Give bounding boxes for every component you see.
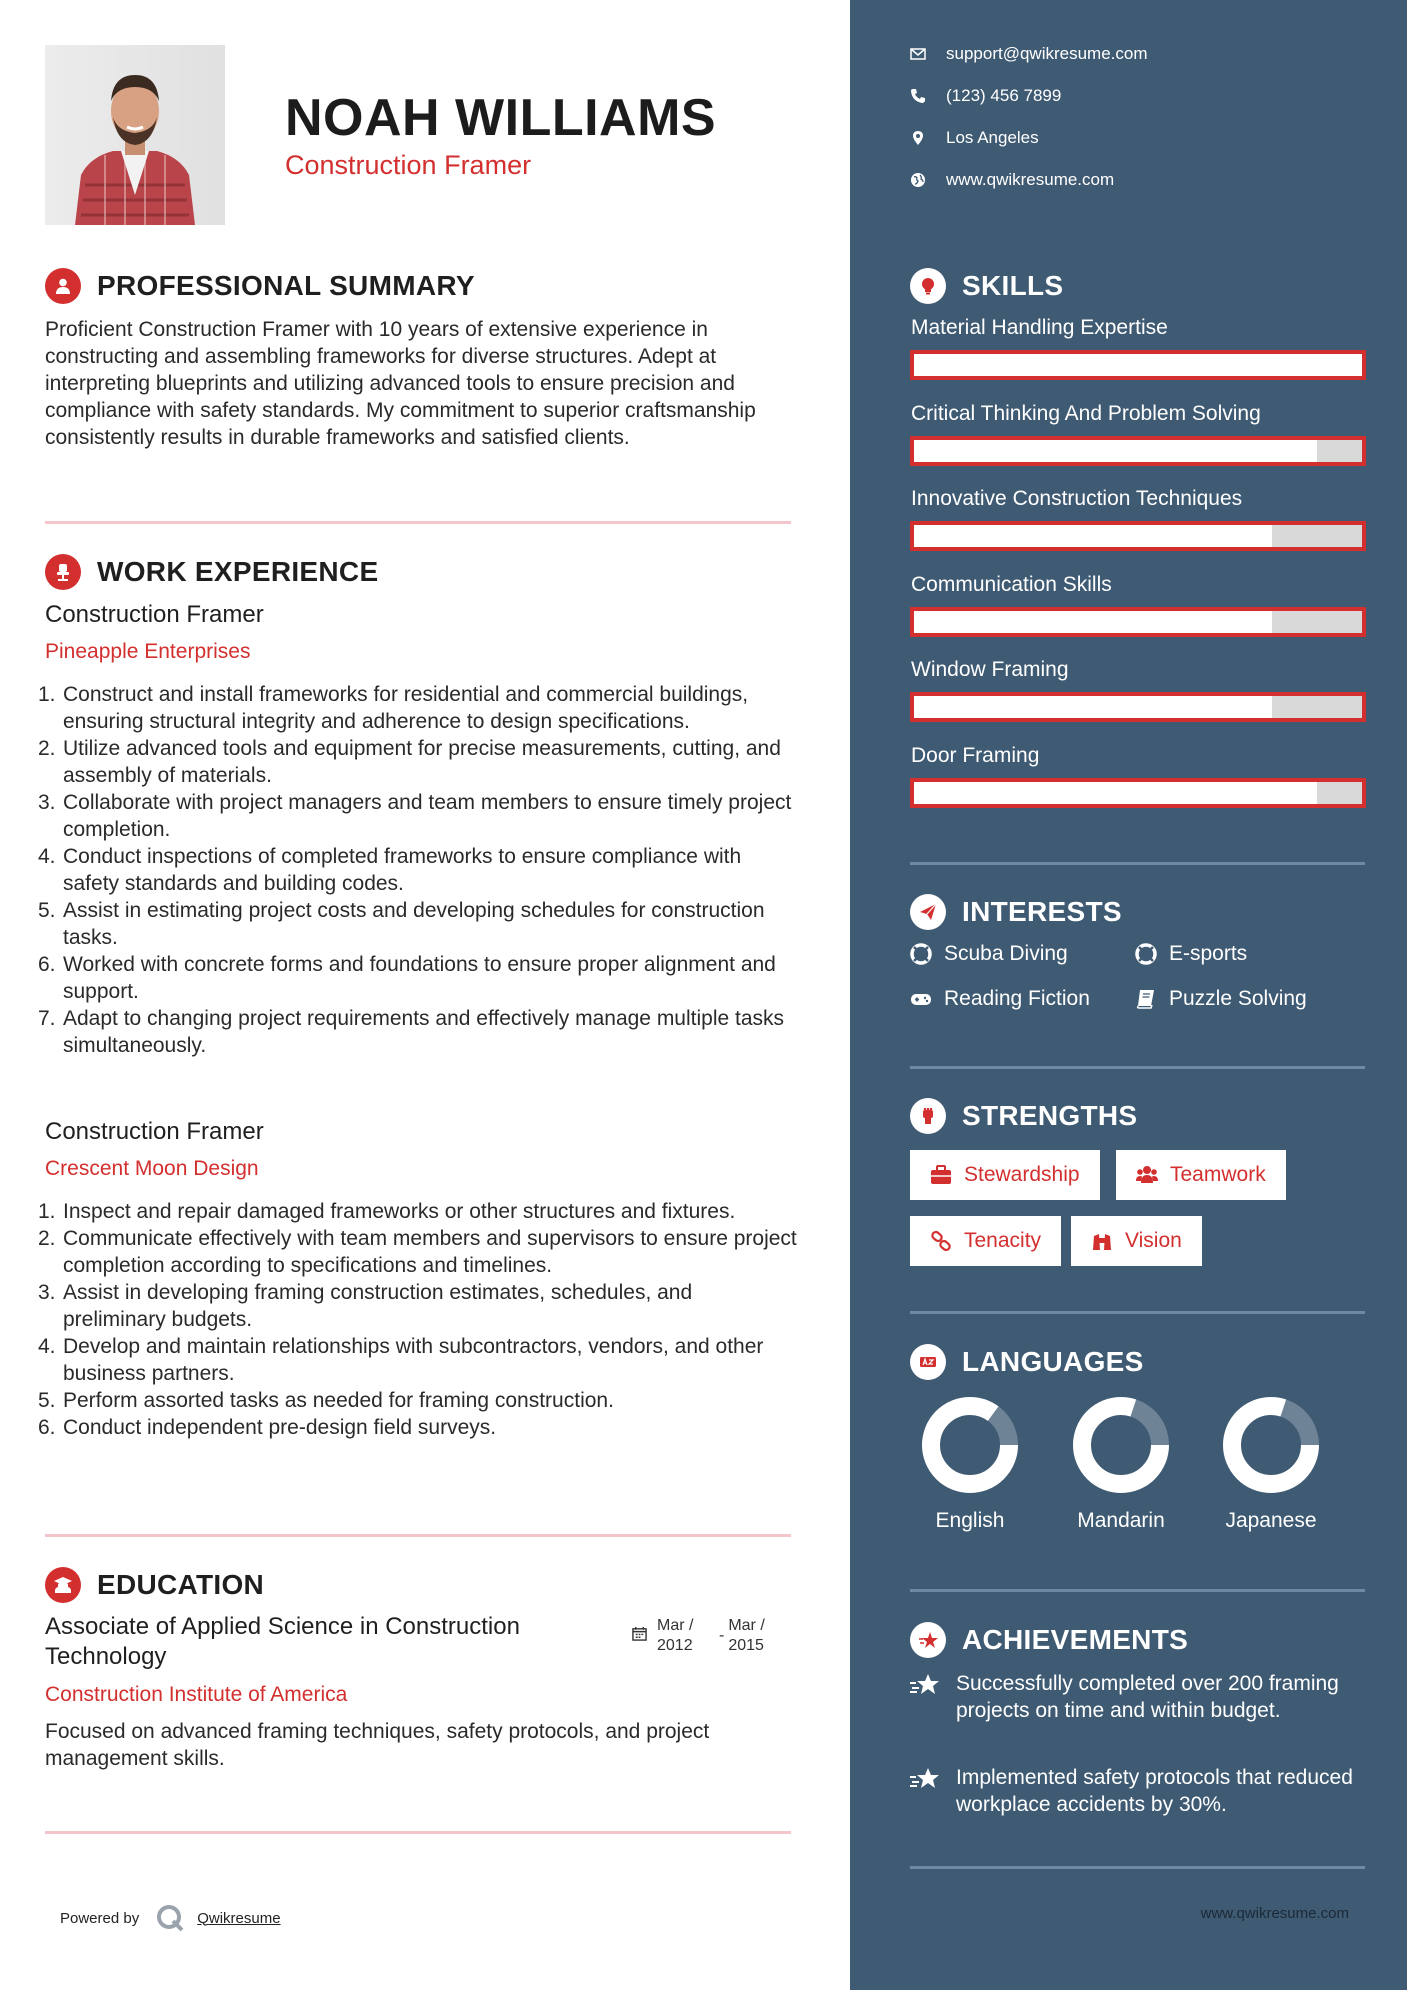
list-item: 3. Assist in developing framing construction estimates, schedules, and preliminary budgets. [38,1281,693,1331]
skill-level-fill [914,354,1362,376]
list-item: 1. Construct and install frameworks for residential and commercial buildings, ensuring structural integrity and adherence to design specifications. [38,683,749,733]
list-item: 1. Inspect and repair damaged frameworks or other structures and fixtures. [38,1200,736,1223]
list-item: 4. Develop and maintain relationships with subcontractors, vendors, and other business partners. [38,1335,764,1385]
sidebar [850,0,1407,1990]
list-item: 7. Adapt to changing project requirements and effectively manage multiple tasks simultaneously. [38,1007,785,1057]
book-icon [1135,988,1157,1010]
skill-level-fill [914,611,1272,633]
experience-heading: WORK EXPERIENCE [45,554,378,590]
job-role: Construction Framer [45,1118,264,1145]
achievement-item: Successfully completed over 200 framing projects on time and within budget. [910,1670,1360,1724]
graduate-icon [45,1567,81,1603]
skill-level-bar [910,521,1366,551]
skill-level-bar [910,692,1366,722]
footer-website[interactable]: www.qwikresume.com [1200,1905,1349,1922]
user-icon [45,268,81,304]
shooting-star-icon [910,1672,940,1698]
skill-name: Door Framing [911,743,1040,767]
job-company: Pineapple Enterprises [45,640,251,663]
skill-name: Innovative Construction Techniques [911,487,1243,510]
gamepad-icon [910,988,932,1010]
lightbulb-icon [910,268,946,304]
globe-icon [910,172,926,188]
contact-email[interactable]: support@qwikresume.com [910,44,1148,64]
skill-level-bar [910,607,1366,637]
envelope-icon [910,46,926,62]
calendar-icon [632,1626,647,1641]
briefcase-icon [930,1164,952,1186]
lifebuoy-icon [910,943,932,965]
interest-item: Scuba Diving [910,942,1068,966]
section-divider [910,862,1365,865]
skill-level-fill [914,440,1317,462]
map-marker-icon [910,130,926,146]
shooting-star-icon [910,1622,946,1658]
skill-name: Window Framing [911,658,1069,681]
skill-level-bar [910,350,1366,380]
profile-photo [45,45,225,225]
qwikresume-link[interactable]: Qwikresume [197,1909,281,1927]
users-icon [1136,1164,1158,1186]
skill-level-fill [914,696,1272,718]
achievement-item: Implemented safety protocols that reduced workplace accidents by 30%. [910,1764,1360,1818]
contact-location: Los Angeles [910,128,1039,148]
contact-website[interactable]: www.qwikresume.com [910,170,1114,190]
strength-badge: Stewardship [910,1150,1100,1200]
language-proficiency-ring [920,1395,1020,1495]
list-item: 3. Collaborate with project managers and team members to ensure timely project completion. [38,791,792,841]
section-divider [910,1866,1365,1869]
summary-heading: PROFESSIONAL SUMMARY [45,268,475,304]
strength-badge: Teamwork [1116,1150,1286,1200]
shooting-star-icon [910,1766,940,1792]
degree-title: Associate of Applied Science in Construction Technology [45,1613,520,1670]
list-item: 6. Conduct independent pre-design field surveys. [38,1416,497,1439]
office-chair-icon [45,554,81,590]
list-item: 4. Conduct inspections of completed frameworks to ensure compliance with safety standards and building codes. [38,845,742,895]
candidate-name: NOAH WILLIAMS [285,89,717,147]
language-name: English [935,1509,1005,1532]
interest-item: Reading Fiction [910,987,1090,1011]
translate-icon [910,1344,946,1380]
powered-by: Powered by Qwikresume [60,1903,281,1933]
section-divider [910,1589,1365,1592]
strengths-heading: STRENGTHS [910,1098,1137,1134]
interests-heading: INTERESTS [910,894,1122,930]
education-description: Focused on advanced framing techniques, safety protocols, and project management skills. [45,1720,710,1770]
language-item [1056,1395,1186,1533]
language-name: Japanese [1225,1509,1317,1532]
qwikresume-logo-icon [155,1903,185,1933]
lifebuoy-icon [1135,943,1157,965]
skill-level-fill [914,525,1272,547]
list-item: 5. Assist in estimating project costs and developing schedules for construction tasks. [38,899,765,949]
link-icon [930,1230,952,1252]
list-item: 6. Worked with concrete forms and foundations to ensure proper alignment and support. [38,953,776,1003]
skill-name: Material Handling Expertise [911,316,1168,339]
job-company: Crescent Moon Design [45,1157,259,1180]
list-item: 2. Communicate effectively with team members and supervisors to ensure project completion according to specifications and timelines. [38,1227,797,1277]
language-name: Mandarin [1077,1509,1165,1532]
strength-badge: Tenacity [910,1216,1061,1266]
summary-text: Proficient Construction Framer with 10 years of extensive experience in constructing and assembling frameworks for diverse structures. Adept at interpreting blueprints and utilizing advanced tools to ensure precision and compliance with safety standards. My commitment to superior craftsmanship consistently results in durable frameworks and satisfied clients. [45,318,756,449]
language-item [905,1395,1035,1533]
language-proficiency-ring [1221,1395,1321,1495]
job-duties-list [38,681,798,1059]
job-role: Construction Framer [45,601,264,628]
list-item: 5. Perform assorted tasks as needed for framing construction. [38,1389,614,1412]
education-dates: Mar / 2012 - Mar / 2015 [632,1616,788,1656]
school-name: Construction Institute of America [45,1683,348,1706]
binoculars-icon [1091,1230,1113,1252]
fist-icon [910,1098,946,1134]
language-item [1206,1395,1336,1533]
job-duties-list [38,1198,798,1441]
paper-plane-icon [910,894,946,930]
contact-phone[interactable]: (123) 456 7899 [910,86,1061,106]
interest-item: E-sports [1135,942,1247,966]
achievements-heading: ACHIEVEMENTS [910,1622,1188,1658]
skill-name: Communication Skills [911,572,1112,596]
skills-heading: SKILLS [910,268,1063,304]
section-divider [45,1534,791,1537]
phone-icon [910,88,926,104]
skill-level-bar [910,436,1366,466]
skill-name: Critical Thinking And Problem Solving [911,401,1261,425]
languages-heading: LANGUAGES [910,1344,1144,1380]
section-divider [910,1066,1365,1069]
section-divider [45,1831,791,1834]
section-divider [45,521,791,524]
list-item: 2. Utilize advanced tools and equipment for precise measurements, cutting, and assembly of materials. [38,737,781,787]
skill-level-fill [914,782,1317,804]
candidate-title: Construction Framer [285,150,532,180]
strength-badge: Vision [1071,1216,1202,1266]
section-divider [910,1311,1365,1314]
skill-level-bar [910,778,1366,808]
education-heading: EDUCATION [45,1567,264,1603]
interest-item: Puzzle Solving [1135,987,1307,1011]
language-proficiency-ring [1071,1395,1171,1495]
